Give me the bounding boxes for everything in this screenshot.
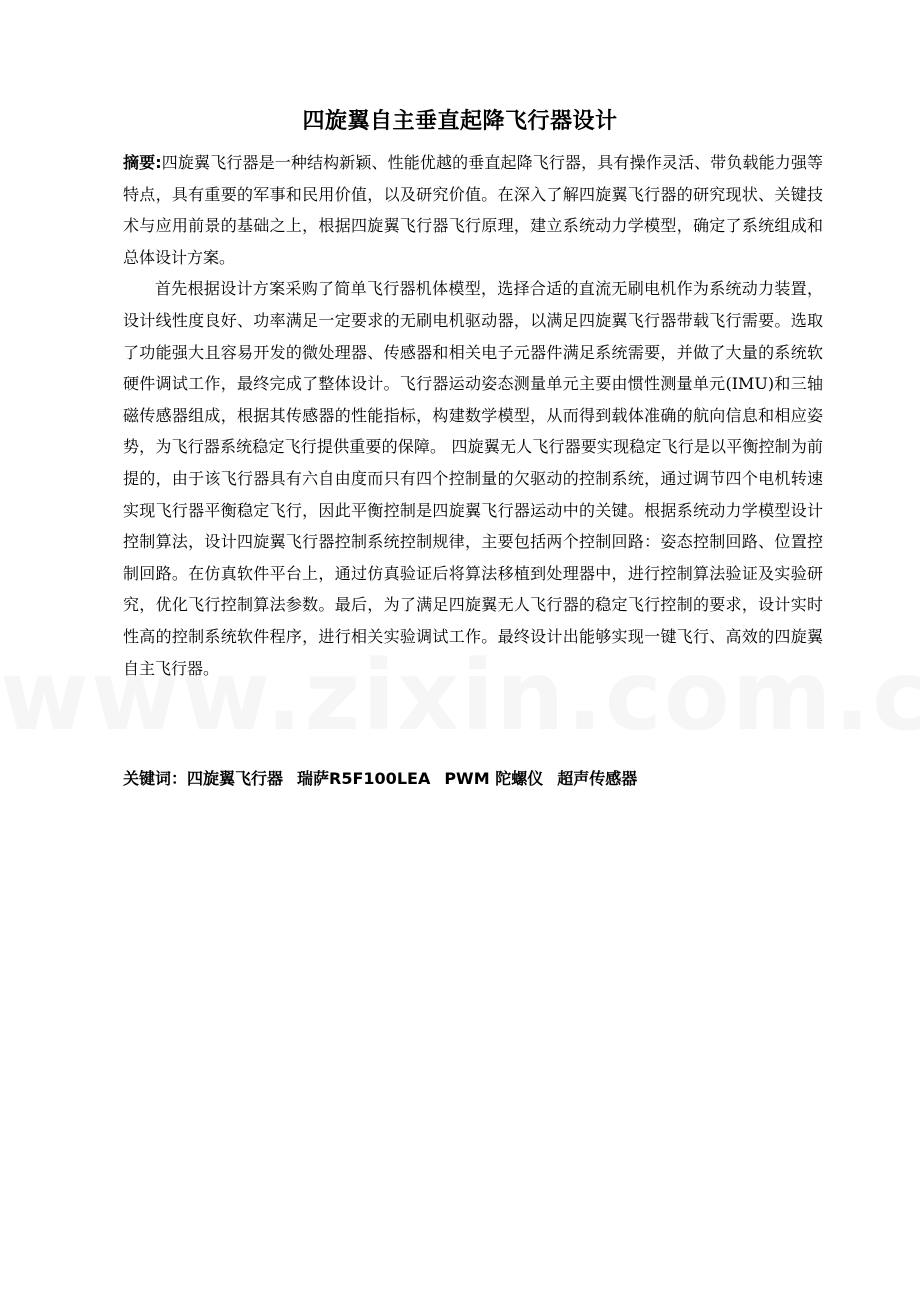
keyword-item: 超声传感器: [557, 769, 638, 788]
abstract-paragraph-2: 首先根据设计方案采购了简单飞行器机体模型，选择合适的直流无刷电机作为系统动力装置，设计线性度良好、功率满足一定要求的无刷电机驱动器，以满足四旋翼飞行器带载飞行需要。选取了功能强大且容易开发的微处理器、传感器和相关电子元器件满足系统需要，并做了大量的系统软硬件调试工作，最终完成了整体设计。飞行器运动姿态测量单元主要由惯性测量单元(IMU)和三轴磁传感器组成，根据其传感器的性能指标，构建数学模型，从而得到载体准确的航向信息和相应姿势，为飞行器系统稳定飞行提供重要的保障。 四旋翼无人飞行器要实现稳定飞行是以平衡控制为前提的，由于该飞行器具有六自由度而只有四个控制量的欠驱动的控制系统，通过调节四个电机转速实现飞行器平衡稳定飞行，因此平衡控制是四旋翼飞行器运动中的关键。根据系统动力学模型设计控制算法，设计四旋翼飞行器控制系统控制规律，主要包括两个控制回路：姿态控制回路、位置控制回路。在仿真软件平台上，通过仿真验证后将算法移植到处理器中，进行控制算法验证及实验研究，优化飞行控制算法参数。最后，为了满足四旋翼无人飞行器的稳定飞行控制的要求，设计实时性高的控制系统软件程序，进行相关实验调试工作。最终设计出能够实现一键飞行、高效的四旋翼自主飞行器。: [123, 279, 823, 678]
abstract-label: 摘要:: [123, 153, 162, 172]
abstract-paragraph-1-text: 四旋翼飞行器是一种结构新颖、性能优越的垂直起降飞行器，具有操作灵活、带负载能力强等特点，具有重要的军事和民用价值，以及研究价值。在深入了解四旋翼飞行器的研究现状、关键技术与应用前景的基础之上，根据四旋翼飞行器飞行原理，建立系统动力学模型，确定了系统组成和总体设计方案。: [123, 153, 823, 267]
keywords-line: [123, 764, 823, 794]
abstract-section: [123, 147, 823, 684]
keyword-item: 四旋翼飞行器: [187, 769, 284, 788]
keywords-label: 关键词：: [123, 769, 188, 788]
keyword-item: 瑞萨R5F100LEA: [297, 769, 431, 788]
document-title: 四旋翼自主垂直起降飞行器设计: [302, 109, 618, 134]
keyword-item: PWM 陀螺仪: [444, 769, 544, 788]
abstract-paragraph-1: [123, 147, 823, 273]
